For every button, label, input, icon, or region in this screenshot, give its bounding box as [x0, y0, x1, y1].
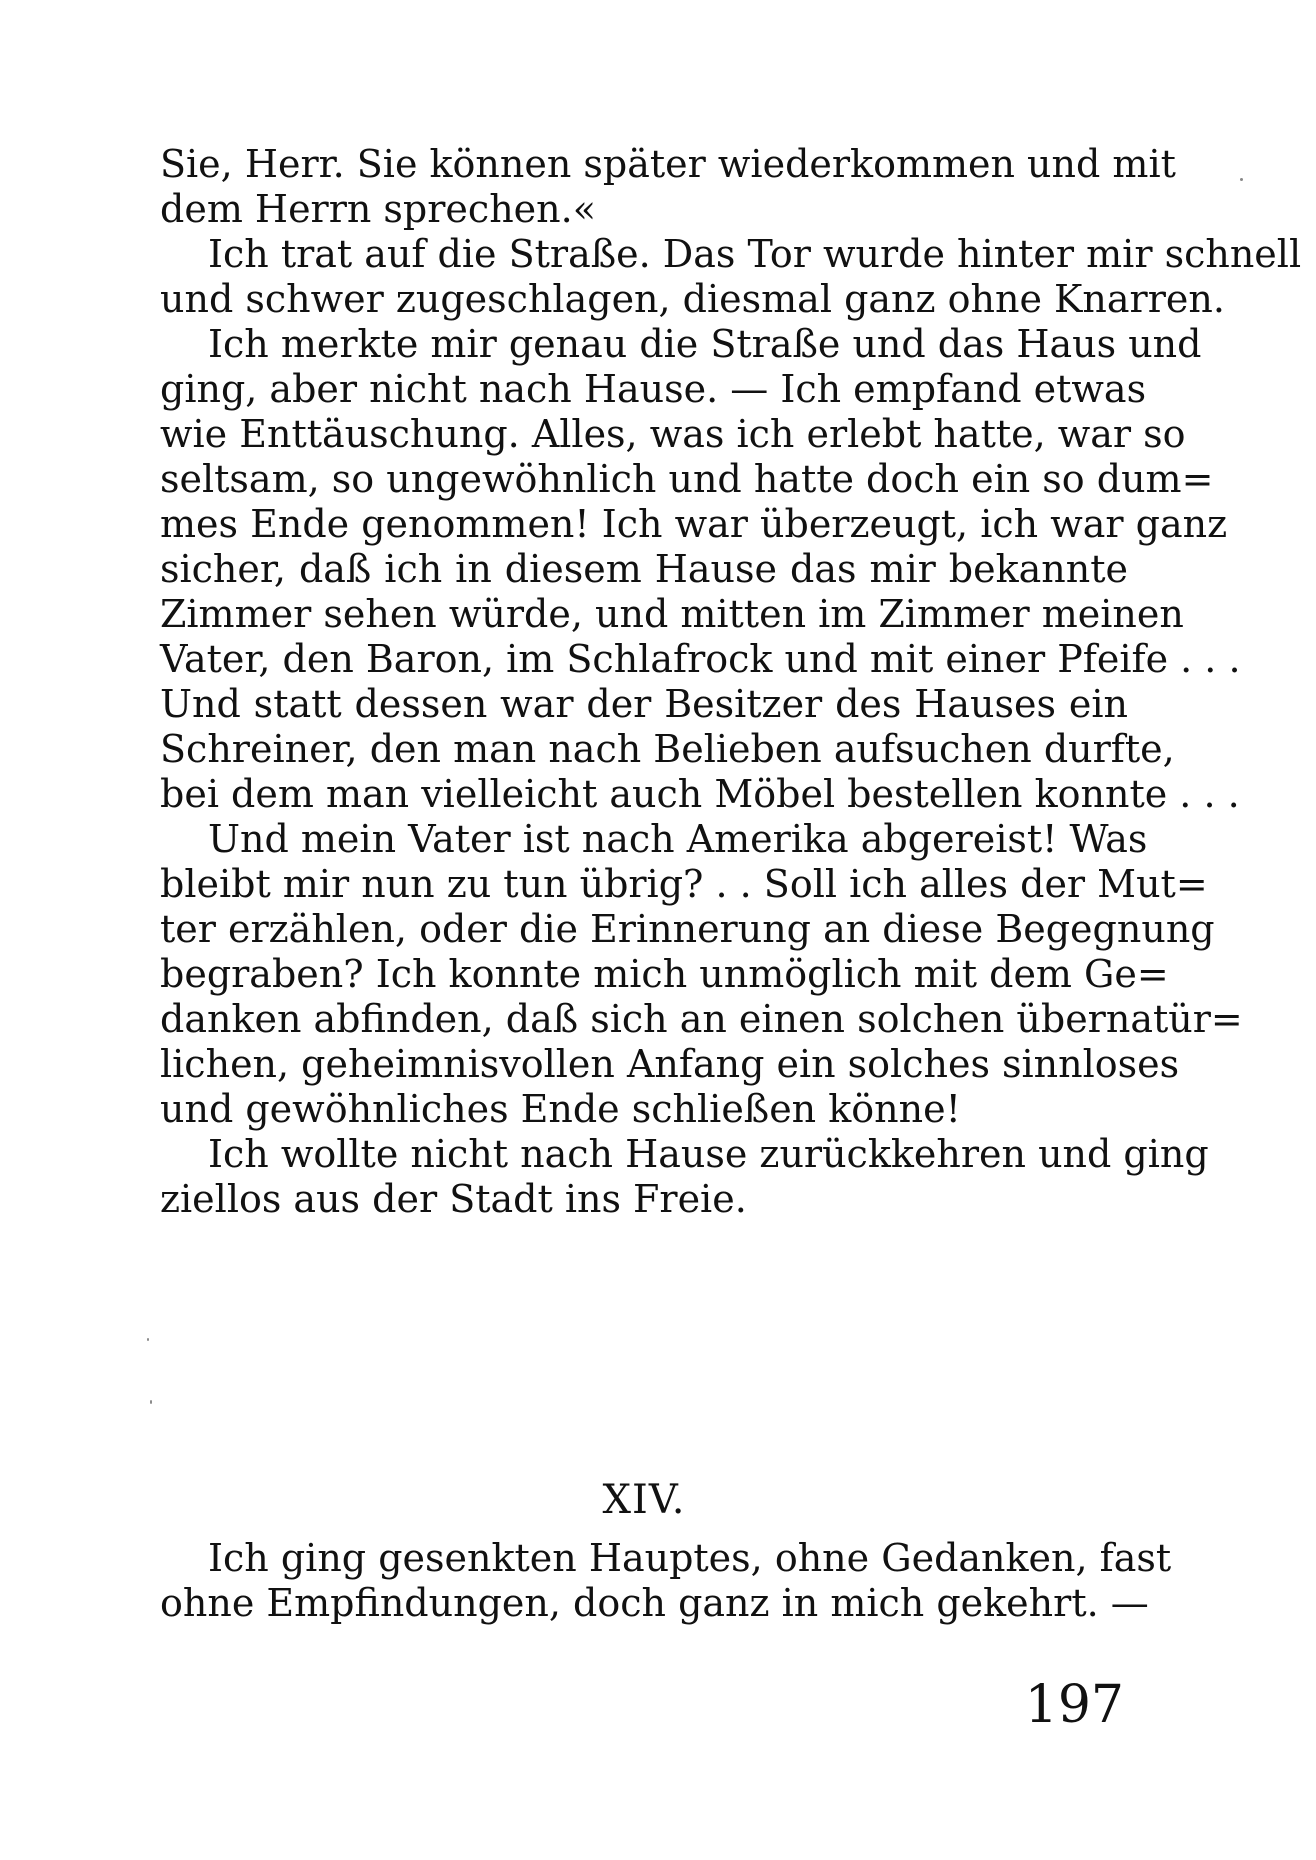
text-line: Ich merkte mir genau die Straße und das Haus und — [208, 322, 1202, 366]
text-line: ging, aber nicht nach Hause. — Ich empfand etwas — [160, 367, 1147, 411]
scan-speck — [1240, 178, 1243, 181]
text-line: Schreiner, den man nach Belieben aufsuchen durfte, — [160, 727, 1175, 771]
text-line: ter erzählen, oder die Erinnerung an diese Begegnung — [160, 907, 1215, 951]
text-line: begraben? Ich konnte mich unmöglich mit dem Ge= — [160, 952, 1169, 996]
text-line: Zimmer sehen würde, und mitten im Zimmer meinen — [160, 592, 1184, 636]
text-line: Ich wollte nicht nach Hause zurückkehren und ging — [208, 1132, 1209, 1176]
chapter-heading: XIV. — [602, 1477, 686, 1523]
text-line: Ich ging gesenkten Hauptes, ohne Gedanken, fast — [208, 1536, 1172, 1580]
text-line: danken abfinden, daß sich an einen solchen übernatür= — [160, 997, 1243, 1041]
text-line: bleibt mir nun zu tun übrig? . . Soll ich alles der Mut= — [160, 862, 1208, 906]
text-line: ohne Empfindungen, doch ganz in mich gekehrt. — — [160, 1581, 1149, 1625]
text-line: sicher, daß ich in diesem Hause das mir bekannte — [160, 547, 1128, 591]
text-line: Ich trat auf die Straße. Das Tor wurde hinter mir schnell — [208, 232, 1302, 276]
text-line: mes Ende genommen! Ich war überzeugt, ich war ganz — [160, 502, 1228, 546]
text-line: seltsam, so ungewöhnlich und hatte doch ein so dum= — [160, 457, 1214, 501]
text-line: Vater, den Baron, im Schlafrock und mit einer Pfeife . . . — [160, 637, 1241, 681]
text-line: Und statt dessen war der Besitzer des Hauses ein — [160, 682, 1128, 726]
text-line: ziellos aus der Stadt ins Freie. — [160, 1177, 747, 1221]
text-line: dem Herrn sprechen.« — [160, 187, 596, 231]
text-line: bei dem man vielleicht auch Möbel bestellen konnte . . . — [160, 772, 1240, 816]
text-line: und schwer zugeschlagen, diesmal ganz ohne Knarren. — [160, 277, 1225, 321]
scan-speck — [150, 1400, 152, 1404]
page-number: 197 — [1024, 1675, 1124, 1735]
scan-speck — [147, 1338, 149, 1341]
text-line: und gewöhnliches Ende schließen könne! — [160, 1087, 961, 1131]
text-line: lichen, geheimnisvollen Anfang ein solches sinnloses — [160, 1042, 1180, 1086]
text-line: Sie, Herr. Sie können später wiederkommen und mit — [160, 142, 1176, 186]
text-line: Und mein Vater ist nach Amerika abgereist! Was — [208, 817, 1148, 861]
text-line: wie Enttäuschung. Alles, was ich erlebt hatte, war so — [160, 412, 1186, 456]
